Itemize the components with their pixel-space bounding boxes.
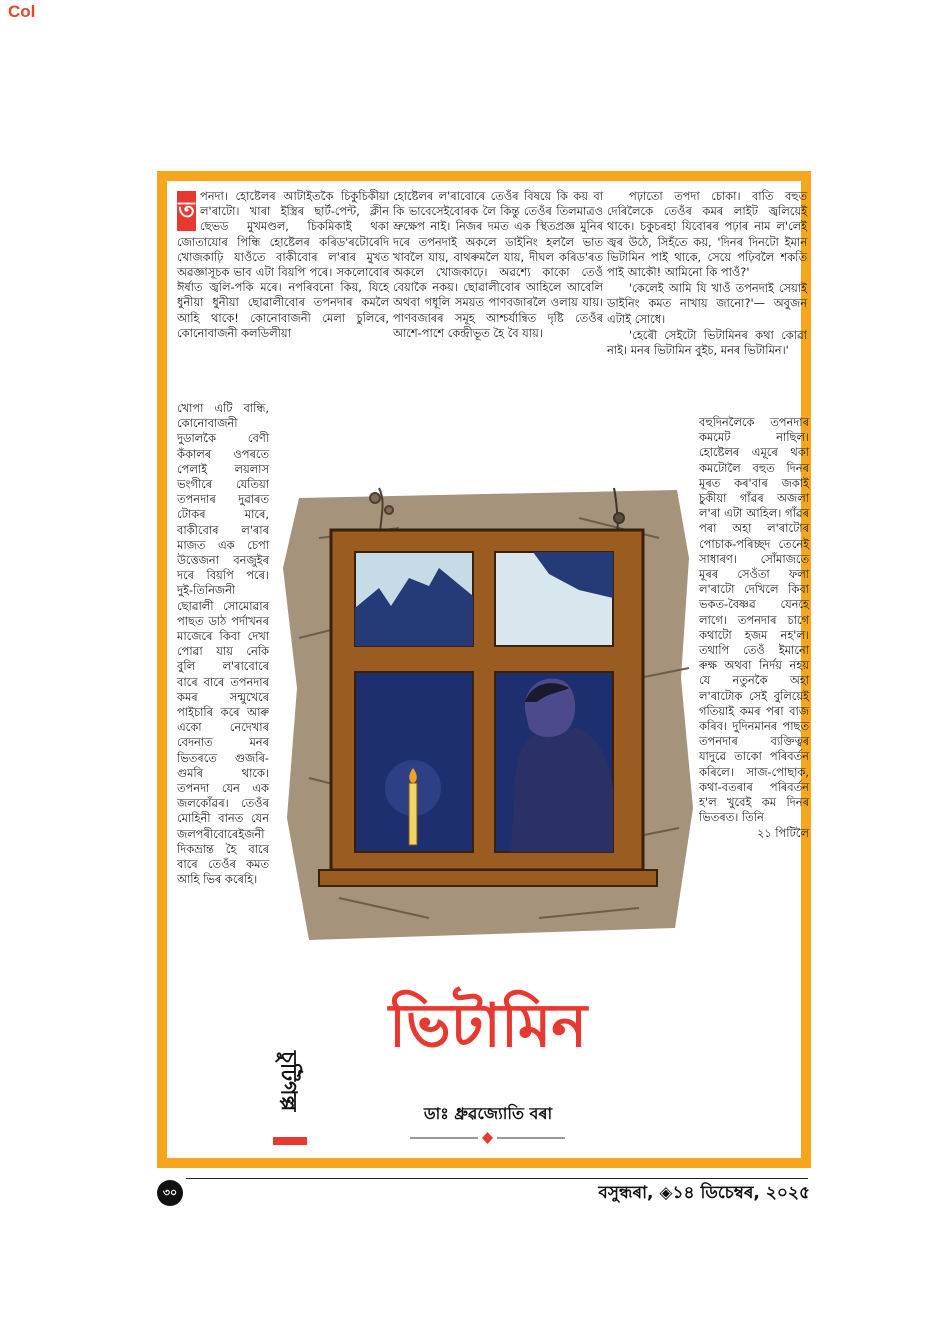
- genre-accent-bar: [273, 1137, 307, 1145]
- paragraph: বহুদিনলৈকে তপনদাৰ কমমেট নাছিল। হোষ্টেলৰ এমূৰে থকা কমটোলৈ বহুত দিনৰ মূৰত কৰ'বাৰ জকাই চুকীয়া গাঁৱৰ অজলা ল'ৰা এটা আহিল। গাঁৱৰ পৰা অহা ল'ৰাটোৰ পোচাক-পৰিচ্ছদ তেনেই সাধাৰণ। সোঁমাজতে মূৰৰ সেওঁতা ফলা ল'ৰাটো দেখিলে কিবা ভকত-বৈষ্ণৱ যেনহে লাগে। তপনদাৰ চাগে কথাটো হজম নহ'ল। তথাপি তেওঁ ইমানো ৰুক্ষ অথবা নিৰ্দয় নহয় যে নতুনকৈ অহা ল'ৰাটোক সেই বুলিয়েই গতিয়াই কমৰ পৰা বাজ কৰিব। দুদিনমানৰ পাছত তপনদাৰ ব্যক্তিত্বৰ যাদুৱে তাকো পৰিবৰ্তন কৰিলে। সাজ-পোছাক, কথা-বতৰাৰ পৰিবৰ্তন হ'ল খুবেই কম দিনৰ ভিতৰত। তিনি: [699, 415, 809, 825]
- genre-label-text: চুটিগল্প: [275, 1051, 301, 1112]
- article-column-3-narrow: [699, 415, 809, 843]
- issue-date: ১৪ ডিচেম্বৰ, ২০২৫: [672, 1183, 810, 1203]
- article-column-3: [607, 189, 807, 359]
- article-column-1-narrow: [177, 401, 269, 889]
- separator: , ◈: [647, 1183, 673, 1203]
- article-author: ডাঃ ধ্ৰুৱজ্যোতি বৰা: [423, 1104, 553, 1123]
- article-frame: [157, 171, 811, 1168]
- footer-rule: [186, 1178, 808, 1179]
- article-title: ভিটামিন: [388, 991, 588, 1061]
- magazine-name: বসুন্ধৰা: [598, 1183, 648, 1203]
- article-column-1: [177, 189, 389, 342]
- continued-note: ২১ পিটিলৈ: [756, 826, 809, 841]
- dropcap: ত: [177, 191, 196, 231]
- header-tag: Col: [8, 2, 36, 21]
- genre-label: [267, 1051, 307, 1131]
- paragraph: 'কেলেই আমি যি খাওঁ তপনদাই সেয়াই ডাইনিং কমত নাখায় জানো?'— অবুজন এটাই সোধে।: [607, 281, 807, 326]
- paragraph: হোষ্টেলৰ ল'ৰাবোৰে তেওঁৰ বিষয়ে কি কয় বা কি ভাবেসেইবোৰক লৈ কিন্তু তেওঁৰ তিলমাত্ৰও ভ্ৰুক্ষেপ নাই। নিজৰ দমত এক স্থিতপ্ৰজ্ঞ মুনিৰ দৰে তপনদাই অকলে ডাইনিং হললৈ ভাত খাবলৈ যায়, বাথৰুমলৈ যায়, দীঘল কৰিড'ৰত অকলে খোজকাঢ়ে। অৱশ্যে কাকো তেওঁ বেয়াকৈ নকয়। ছোৱালীবোৰ আহিলে আবেলি অথবা গধূলি সময়ত পাণবজাৰলৈ ওলায় যায়। পাণবজাৰৰ সমূহ আশ্চৰ্যান্বিত দৃষ্টি তেওঁৰ আশে-পাশে কেন্দ্ৰীভূত হৈ বৈ যায়।: [393, 189, 603, 340]
- paragraph: পঢ়াতো তপদা চোকা। বাতি বহুত দেৰিলৈকে তেওঁৰ কমৰ লাইট জ্বলিয়েই থাকে। চকুচৰহা যিবোৰৰ পঢ়াৰ নাম ল'লেই জ্বৰ উঠে, সিহঁতে কয়, 'দিনৰ দিনটো ইমান ভিটামিন পাই থাকে, সেয়ে পঢ়িবলৈ শকতি পাই আকৌ! আমিনো কি পাওঁ?': [607, 189, 807, 280]
- page-number: ৩০: [157, 1180, 183, 1206]
- window-candle-illustration: [279, 478, 697, 954]
- article-column-2: [393, 189, 603, 342]
- paragraph: খোপা এটি বান্ধি, কোনোবাজনী দুডালকৈ বেণী কঁকালৰ ওপৰতে পেলাই লয়লাস ভংগীৰে যেতিয়া তপনদাৰ দুৱাৰত টোকৰ মাৰে, বাকীবোৰ ল'ৰাৰ মাজত এক চেপা উত্তেজনা বনজুইৰ দৰে বিয়পি পৰে। দুই-তিনিজনী ছোৱালী সোমোৱাৰ পাছত ডাঠ পৰ্দাখনৰ মাজেৰে কিবা দেখা পোৱা যায় নেকি বুলি ল'ৰাবোৰে বাৰে বাৰে তপনদাৰ কমৰ সন্মুখেৰে পাইচাৰি কৰে আৰু একো নেদেখাৰ বেদনাত মনৰ ভিতৰতে গুজৰি-গুমৰি থাকে। তপনদা যেন এক জলকোঁৱৰ। তেওঁৰ মোহিনী বানত যেন জলপৰীবোৰেইজনী দিকভ্ৰান্ত হৈ বাৰে বাৰে তেওঁৰ কমত আহি ভিৰ কৰেহি।: [177, 401, 269, 887]
- paragraph: 'হেৰৌ সেইটো ভিটামিনৰ কথা কোৱা নাই। মনৰ ভিটামিন বুইচ, মনৰ ভিটামিন।': [607, 327, 807, 358]
- paragraph: পনদা। হোষ্টেলৰ আটাইতকৈ চিকুচিকীয়া ল'ৰাটো। খাৰা ইস্ত্ৰিৰ ছাৰ্ট-পেন্ট, ক্লীন ছেভড মুখমণ্ডল, চিকমিকাই থকা জোতাযোৰ পিন্ধি হোষ্টেলৰ কৰিড'ৰটোৰেদি খোজকাঢ়ি যাওঁতে বাকীবোৰ ল'ৰাৰ মুখত অৱজ্ঞাসূচক ভাব এটা বিয়পি পৰে। সকলোবোৰ ঈৰ্ষাত জ্বলি-পকি মৰে। নপৰিবনো কিয়, যিহে ধুনীয়া ধুনীয়া ছোৱালীবোৰ তপনদাৰ কমলৈ আহি থাকে! কোনোবাজনী মেলা চুলিৰে, কোনোবাজনী কলডিলীয়া: [177, 189, 389, 340]
- footer-masthead: [598, 1180, 810, 1208]
- ornament-divider: [410, 1131, 565, 1145]
